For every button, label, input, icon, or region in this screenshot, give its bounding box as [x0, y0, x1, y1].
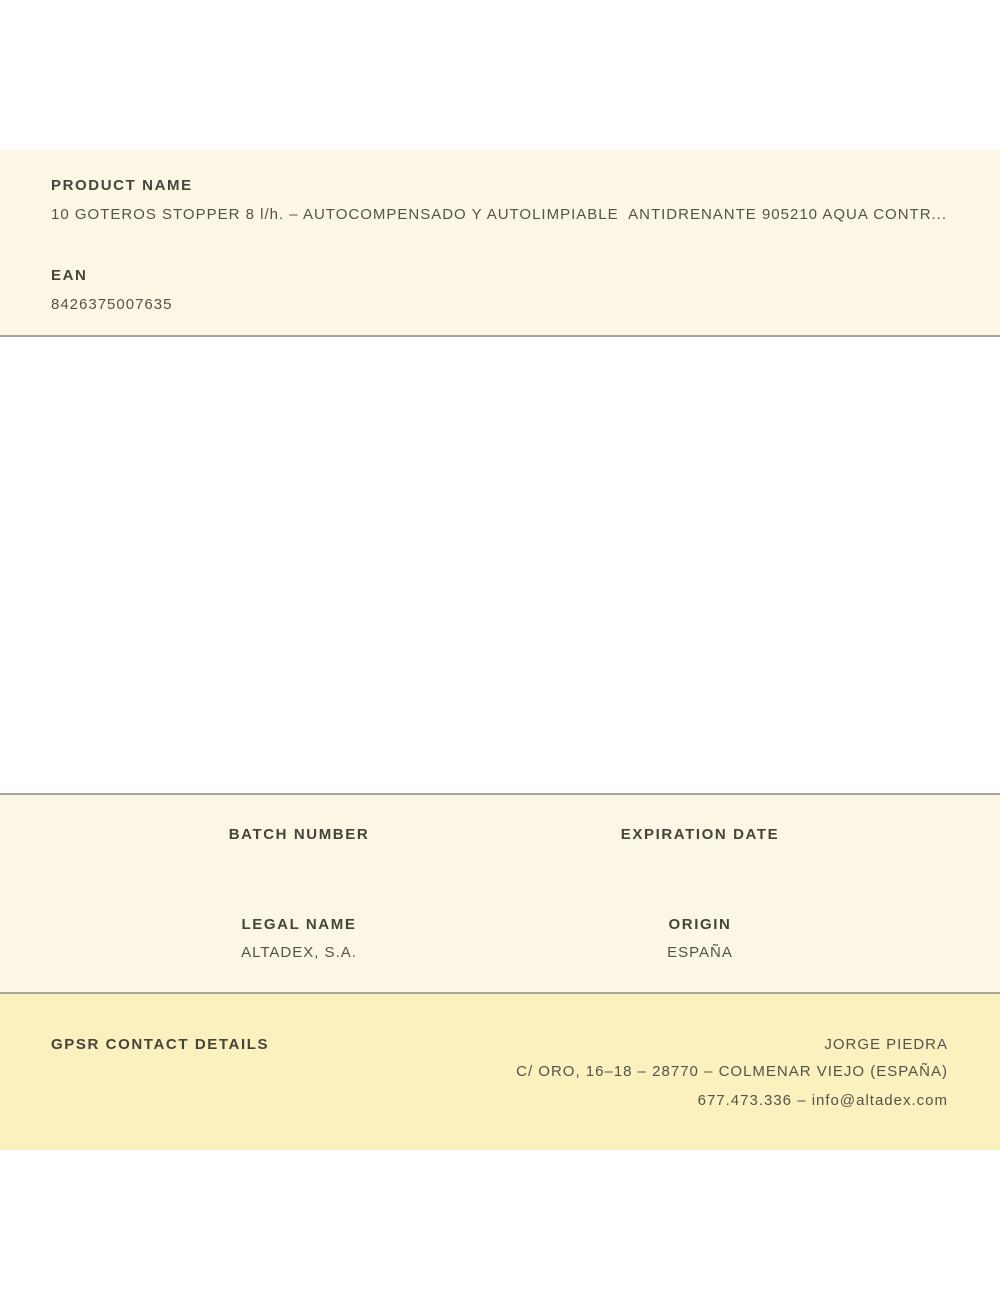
gpsr-contact-phone-email: 677.473.336 – info@altadex.com — [697, 1092, 948, 1109]
gpsr-contact-details-title: GPSR CONTACT DETAILS — [51, 1036, 270, 1053]
origin-label: ORIGIN — [668, 916, 732, 933]
ean-label: EAN — [51, 267, 88, 284]
batch-number-label: BATCH NUMBER — [228, 826, 370, 843]
product-info-section — [0, 150, 1000, 337]
expiration-date-label: EXPIRATION DATE — [620, 826, 780, 843]
gpsr-contact-section — [0, 994, 1000, 1150]
ean-value: 8426375007635 — [51, 296, 173, 313]
legal-name-label: LEGAL NAME — [241, 916, 357, 933]
product-name-label: PRODUCT NAME — [51, 177, 193, 194]
expiration-origin-column — [400, 795, 1000, 992]
gpsr-contact-name: JORGE PIEDRA — [824, 1036, 948, 1053]
legal-name-value: ALTADEX, S.A. — [241, 944, 357, 961]
product-name-value: 10 GOTEROS STOPPER 8 l/h. – AUTOCOMPENSADO Y AUTOLIMPIABLE ANTIDRENANTE 905210 AQUA CONTR... — [51, 206, 948, 223]
gpsr-contact-address: C/ ORO, 16–18 – 28770 – COLMENAR VIEJO (ESPAÑA) — [516, 1063, 948, 1080]
batch-origin-section — [0, 793, 1000, 994]
origin-value: ESPAÑA — [667, 944, 733, 961]
